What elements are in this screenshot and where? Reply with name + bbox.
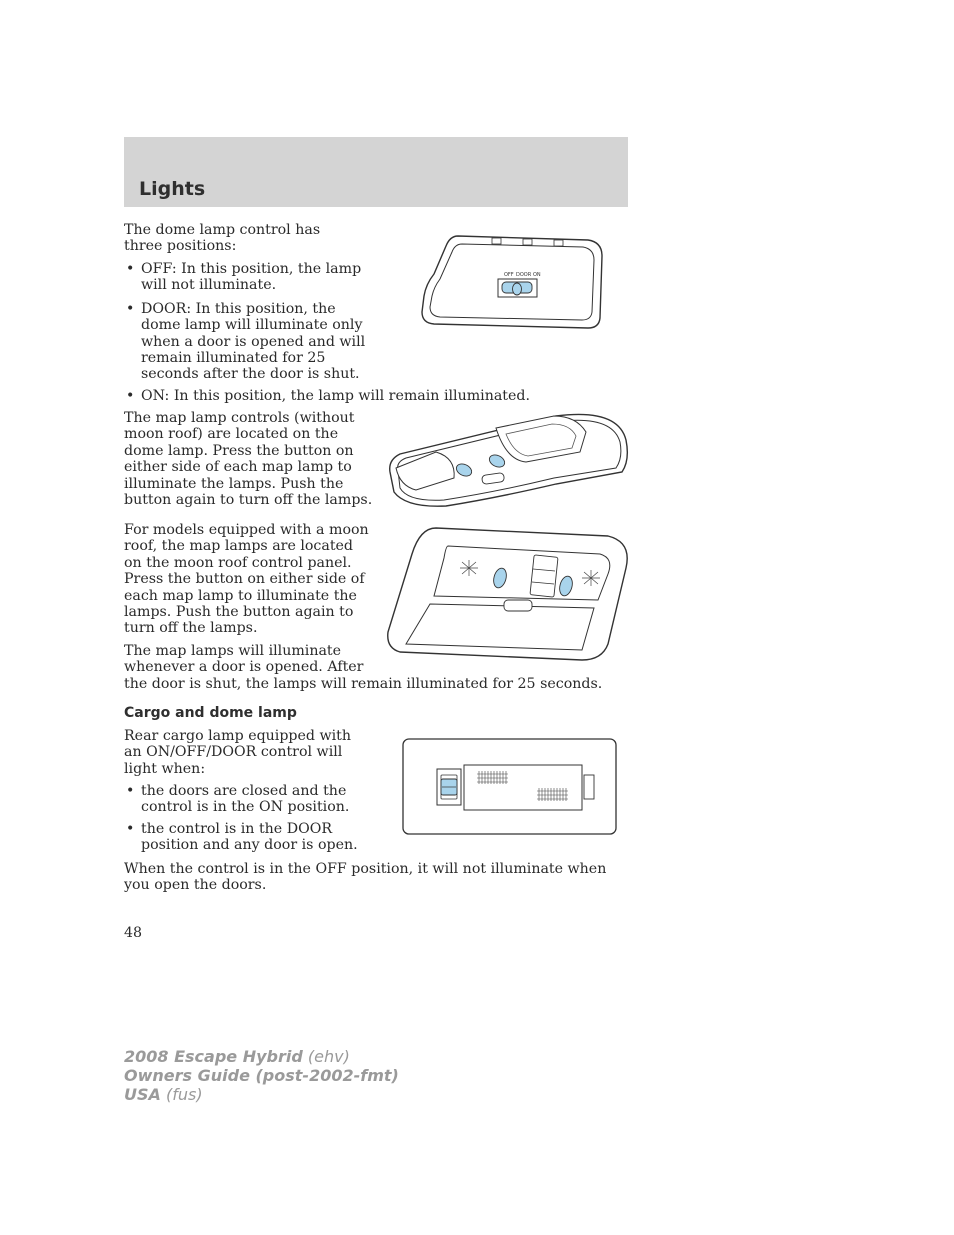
dome-bullet-door: • DOOR: In this position, the dome lamp will illuminate only when a door is opened and will remain illuminated for 25 seconds after the door is shut.: [124, 301, 376, 383]
switch-label-on: ON: [533, 272, 541, 278]
cargo-intro: Rear cargo lamp equipped with an ON/OFF/DOOR control will light when:: [124, 728, 352, 777]
cargo-lamp-figure: [402, 738, 618, 836]
moonroof-text: For models equipped with a moon roof, the map lamps are located on the moon roof control panel. Press the button on either side of each map lamp to illuminate the lamps. Push the button again to turn off the lamps.: [124, 522, 369, 637]
footer-market-code: (fus): [166, 1085, 203, 1104]
cargo-heading: Cargo and dome lamp: [124, 705, 297, 721]
page-number: 48: [124, 925, 143, 941]
dome-lamp-figure: [418, 232, 608, 332]
map-lamp-figure: [386, 412, 631, 512]
map-lamp-right-lens-icon: [582, 570, 600, 586]
switch-label-off: OFF: [504, 272, 514, 278]
cargo-bullet-2: • the control is in the DOOR position and any door is open.: [124, 821, 369, 854]
cargo-bullet-1: • the doors are closed and the control is in the ON position.: [124, 783, 369, 816]
document-footer: [124, 1047, 399, 1104]
cargo-off-text: When the control is in the OFF position, it will not illuminate when you open the doors.: [124, 861, 607, 894]
dome-intro: The dome lamp control has three positions:: [124, 222, 321, 255]
map-lamp-left-lens-icon: [460, 560, 478, 576]
map-illuminate-text-2: the door is shut, the lamps will remain illuminated for 25 seconds.: [124, 676, 603, 692]
footer-market: USA: [124, 1085, 161, 1104]
cargo-bullet-list: [124, 783, 369, 854]
dome-bullet-list-2: [124, 388, 594, 404]
dome-bullet-list: [124, 261, 376, 383]
footer-model-code: (ehv): [307, 1047, 350, 1066]
moonroof-control-switch[interactable]: [530, 555, 558, 597]
moonroof-panel-figure: [386, 524, 631, 664]
dome-bullet-on: • ON: In this position, the lamp will remain illuminated.: [124, 388, 594, 404]
section-title: Lights: [139, 178, 206, 200]
switch-label-door: DOOR: [516, 272, 532, 278]
footer-guide: Owners Guide (post-2002-fmt): [124, 1066, 399, 1085]
dome-bullet-off: • OFF: In this position, the lamp will not illuminate.: [124, 261, 376, 294]
map-lamp-text: The map lamp controls (without moon roof) are located on the dome lamp. Press the button on either side of each map lamp to illuminate the lamps. Push the button again to turn off the lamps.: [124, 410, 373, 509]
map-illuminate-text-1: The map lamps will illuminate whenever a door is opened. After: [124, 643, 364, 676]
footer-model: 2008 Escape Hybrid: [124, 1047, 303, 1066]
section-header: [124, 137, 628, 207]
